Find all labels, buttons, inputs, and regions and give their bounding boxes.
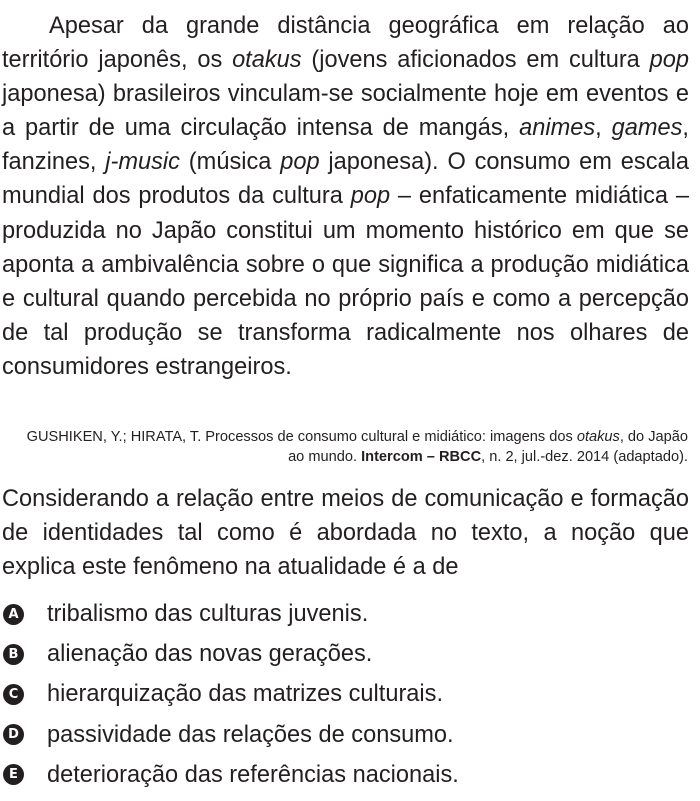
passage-segment: Apesar da grande distância geográfica em relação ao território japonês, os [2, 13, 689, 74]
option-a[interactable] [0, 594, 690, 634]
source-citation [8, 427, 688, 467]
citation-authors-title: GUSHIKEN, Y.; HIRATA, T. Processos de consumo cultural e midiático: imagens dos [26, 429, 577, 445]
question-stem: Considerando a relação entre meios de comunicação e formação de identidades tal como é abordada no texto, a noção que explica este fenômeno na atualidade é a de [2, 486, 689, 580]
option-c-text: hierarquização das matrizes culturais. [47, 681, 444, 708]
option-e-text: deterioração das referências nacionais. [47, 761, 459, 788]
citation-italic-term: otakus [576, 429, 620, 445]
passage-segment-italic: j-music [105, 149, 180, 176]
passage-segment: japonesa) brasileiros vinculam-se socialmente hoje em eventos e a partir de uma circulação intensa de mangás, [2, 81, 689, 142]
option-a-letter-icon: A [3, 604, 24, 625]
citation-issue: , n. 2, jul.-dez. 2014 (adaptado). [481, 449, 688, 465]
option-e-letter-icon: E [3, 764, 24, 785]
passage-segment-italic: pop [649, 47, 689, 74]
passage-segment-italic: games [611, 115, 683, 142]
passage-segment-italic: pop [280, 149, 320, 176]
passage-segment: , [595, 115, 612, 142]
option-e[interactable] [0, 755, 690, 795]
option-d-text: passividade das relações de consumo. [47, 721, 454, 748]
answer-options [0, 594, 690, 795]
option-b-letter-icon: B [3, 644, 24, 665]
option-a-text: tribalismo das culturas juvenis. [47, 601, 369, 628]
citation-journal: Intercom – RBCC [361, 449, 482, 465]
passage-segment: (jovens aficionados em cultura [301, 47, 650, 74]
option-b-text: alienação das novas gerações. [47, 641, 373, 668]
option-b[interactable] [0, 634, 690, 674]
passage-segment-italic: pop [350, 183, 391, 210]
source-passage [2, 9, 689, 384]
option-c-letter-icon: C [3, 684, 24, 705]
passage-segment: japonesa). O consumo em escala mundial dos produtos da cultura [2, 149, 689, 210]
passage-segment: , fanzines, [2, 115, 689, 176]
option-d[interactable] [0, 715, 690, 755]
passage-segment: – enfaticamente midiática – produzida no Japão constitui um momento histórico em que se aponta a ambivalência sobre o que significa a produção midiática e cultural quando percebida no próprio país e como a percepção de tal produção se transforma radicalmente nos olhares de consumidores estrangeiros. [2, 183, 689, 380]
option-d-letter-icon: D [3, 724, 24, 745]
citation-title-end: , do Japão ao mundo. [288, 429, 688, 465]
passage-segment-italic: animes [519, 115, 596, 142]
passage-segment: (música [179, 149, 281, 176]
option-c[interactable] [0, 674, 690, 714]
passage-segment-italic: otakus [232, 47, 302, 74]
